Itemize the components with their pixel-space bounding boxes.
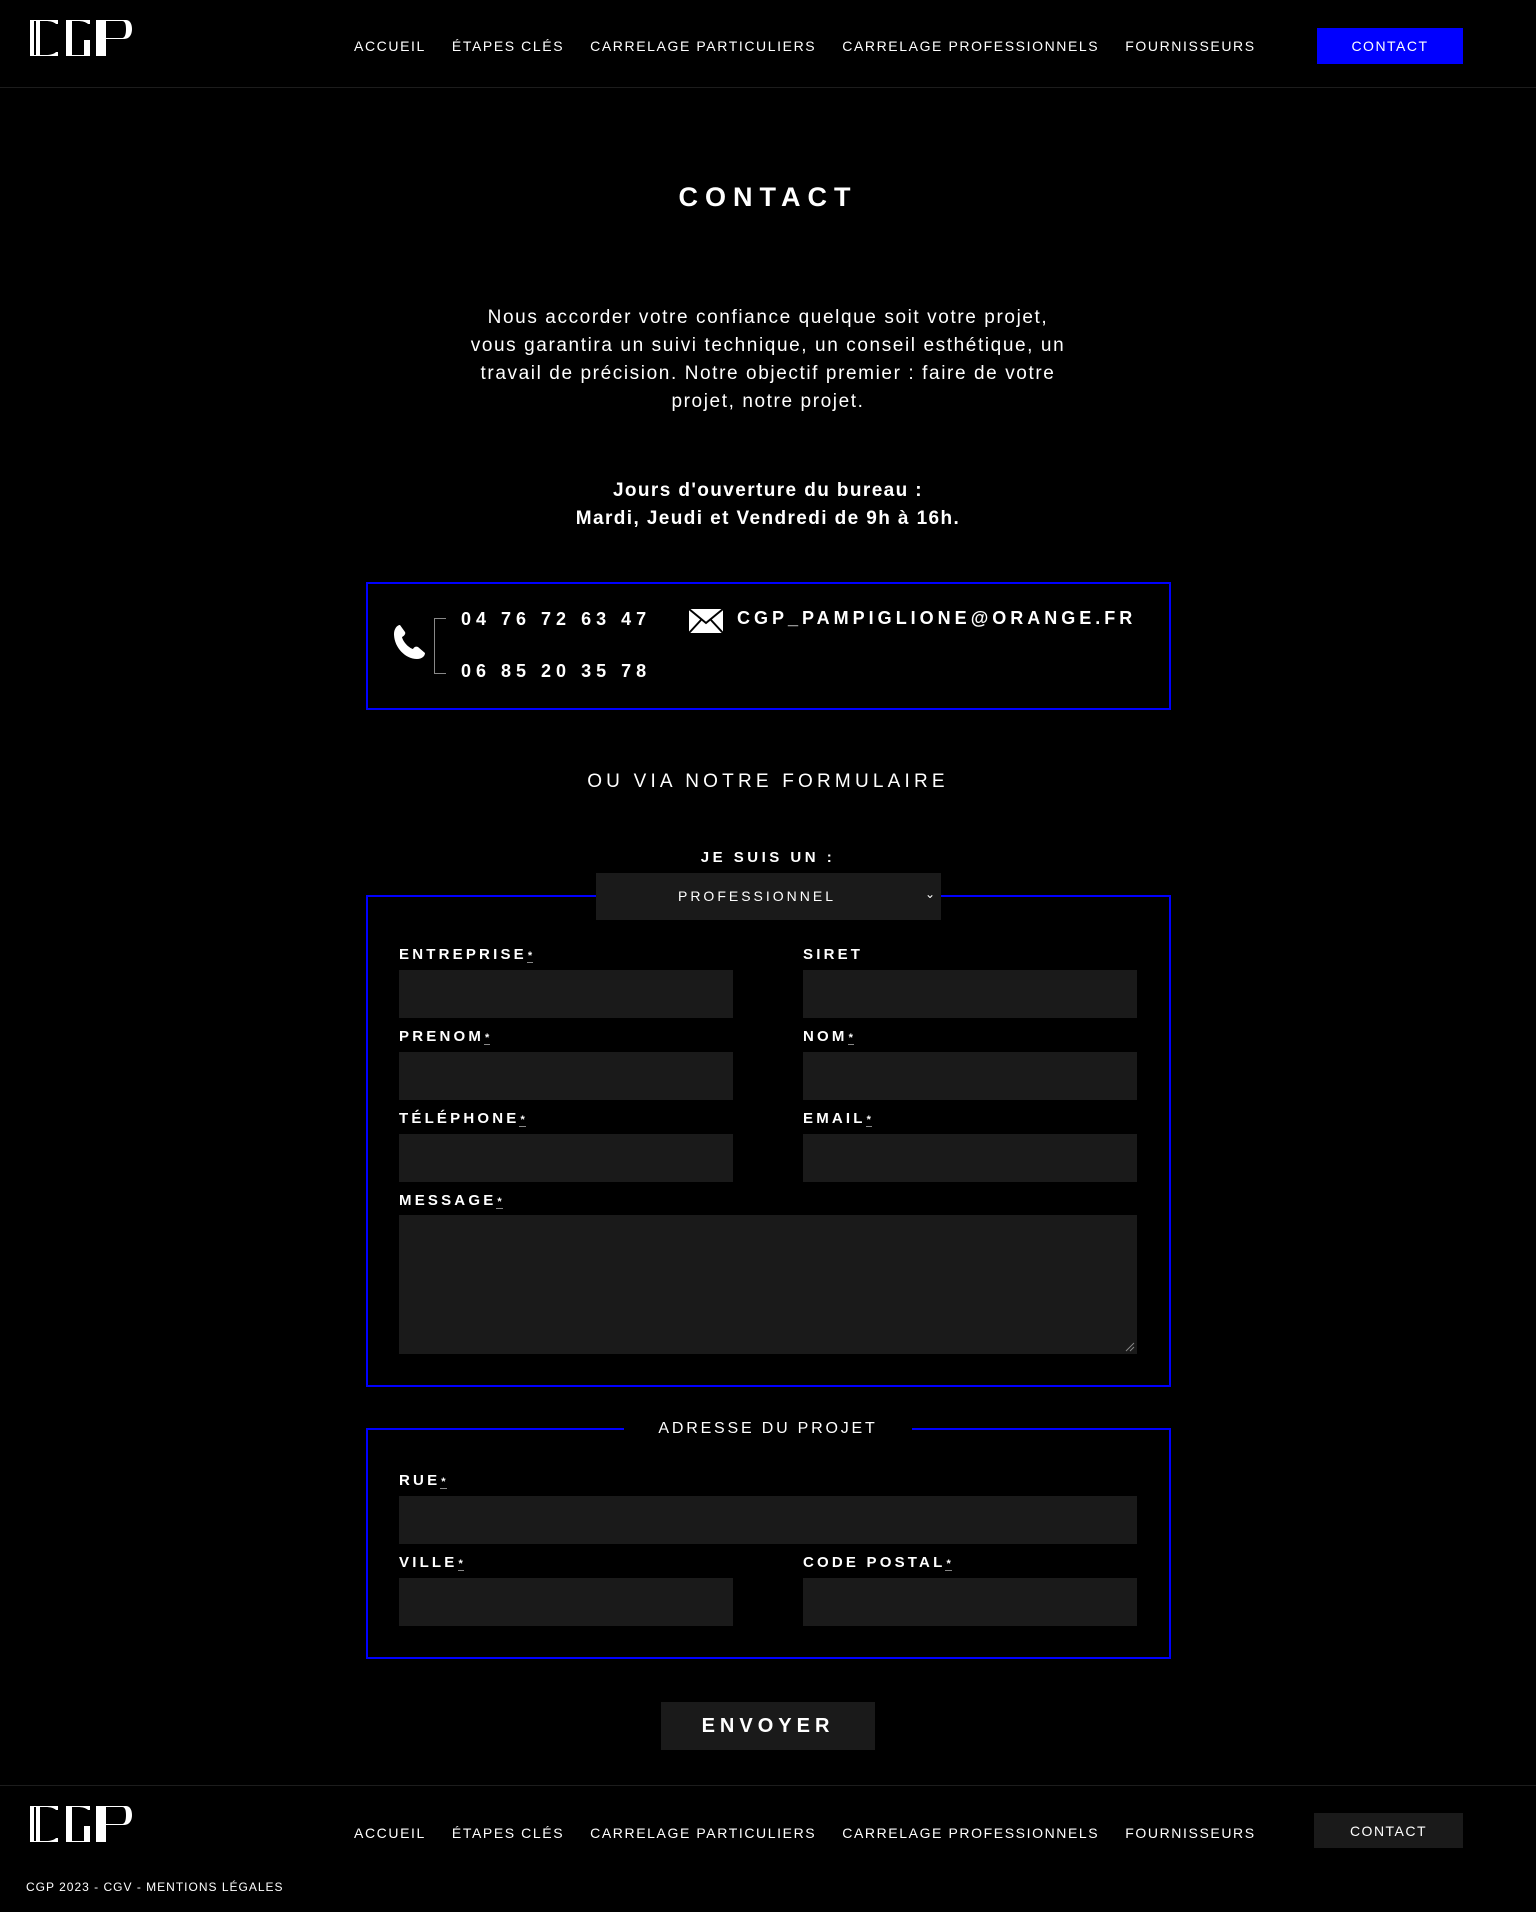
contact-info-box [366, 582, 1171, 710]
rue-label: RUE* [399, 1472, 446, 1489]
nav-accueil[interactable]: ACCUEIL [354, 38, 426, 54]
footer-nav-fournisseurs[interactable]: FOURNISSEURS [1125, 1825, 1256, 1841]
ville-input[interactable] [399, 1578, 733, 1626]
nom-label: NOM* [803, 1028, 853, 1045]
email-input[interactable] [803, 1134, 1137, 1182]
page-title: CONTACT [678, 182, 858, 212]
customer-type-value: PROFESSIONNEL [677, 888, 837, 904]
footer-nav-carrelage-particuliers[interactable]: CARRELAGE PARTICULIERS [590, 1825, 817, 1841]
telephone-label: TÉLÉPHONE* [399, 1110, 525, 1127]
footer-contact-button[interactable]: CONTACT [1314, 1813, 1463, 1848]
footer-nav-etapes-cles[interactable]: ÉTAPES CLÉS [451, 1825, 565, 1841]
main-nav [354, 38, 1282, 58]
cgp-logo[interactable] [26, 18, 132, 58]
submit-button[interactable]: ENVOYER [661, 1702, 875, 1750]
footer-nav-carrelage-professionnels[interactable]: CARRELAGE PROFESSIONNELS [842, 1825, 1100, 1841]
phone-icon [392, 623, 426, 661]
office-hours-days: Mardi, Jeudi et Vendredi de 9h à 16h. [575, 508, 961, 529]
entreprise-input[interactable] [399, 970, 733, 1018]
footer-copyright[interactable]: CGP 2023 - CGV - MENTIONS LÉGALES [26, 1880, 284, 1894]
phone-number-1[interactable]: 04 76 72 63 47 [461, 609, 652, 629]
customer-type-select[interactable] [596, 873, 941, 920]
nav-carrelage-particuliers[interactable]: CARRELAGE PARTICULIERS [590, 38, 817, 54]
message-textarea[interactable] [399, 1215, 1137, 1354]
siret-label: SIRET [803, 946, 864, 963]
intro-text: Nous accorder votre confiance quelque soit votre projet, vous garantira un suivi technique, un conseil esthétique, un travail de précision. Notre objectif premier : faire de votre projet, notre projet. [470, 307, 1066, 412]
header-contact-button[interactable]: CONTACT [1317, 28, 1463, 64]
customer-type-label: JE SUIS UN : [700, 849, 836, 866]
code-postal-label: CODE POSTAL* [803, 1554, 951, 1571]
code-postal-input[interactable] [803, 1578, 1137, 1626]
phone-bracket [434, 618, 446, 674]
site-header [0, 0, 1536, 88]
nav-fournisseurs[interactable]: FOURNISSEURS [1125, 38, 1256, 54]
mail-icon [688, 608, 724, 634]
entreprise-label: ENTREPRISE* [399, 946, 533, 963]
email-link[interactable]: CGP_PAMPIGLIONE@ORANGE.FR [737, 608, 1137, 628]
office-hours-heading: Jours d'ouverture du bureau : [612, 480, 924, 501]
footer-nav [354, 1825, 1282, 1845]
office-hours [368, 477, 1168, 533]
siret-input[interactable] [803, 970, 1137, 1018]
prenom-label: PRENOM* [399, 1028, 490, 1045]
nom-input[interactable] [803, 1052, 1137, 1100]
rue-input[interactable] [399, 1496, 1137, 1544]
nav-carrelage-professionnels[interactable]: CARRELAGE PROFESSIONNELS [842, 38, 1100, 54]
resize-handle-icon[interactable] [1123, 1340, 1135, 1352]
prenom-input[interactable] [399, 1052, 733, 1100]
telephone-input[interactable] [399, 1134, 733, 1182]
chevron-down-icon: ⌄ [924, 887, 935, 901]
footer-nav-accueil[interactable]: ACCUEIL [354, 1825, 426, 1841]
footer-cgp-logo[interactable] [26, 1804, 132, 1844]
address-legend: ADRESSE DU PROJET [624, 1420, 912, 1440]
nav-etapes-cles[interactable]: ÉTAPES CLÉS [451, 38, 565, 54]
form-heading: OU VIA NOTRE FORMULAIRE [587, 771, 949, 792]
message-label: MESSAGE* [399, 1192, 502, 1209]
phone-number-2[interactable]: 06 85 20 35 78 [461, 661, 652, 681]
ville-label: VILLE* [399, 1554, 463, 1571]
email-label: EMAIL* [803, 1110, 871, 1127]
